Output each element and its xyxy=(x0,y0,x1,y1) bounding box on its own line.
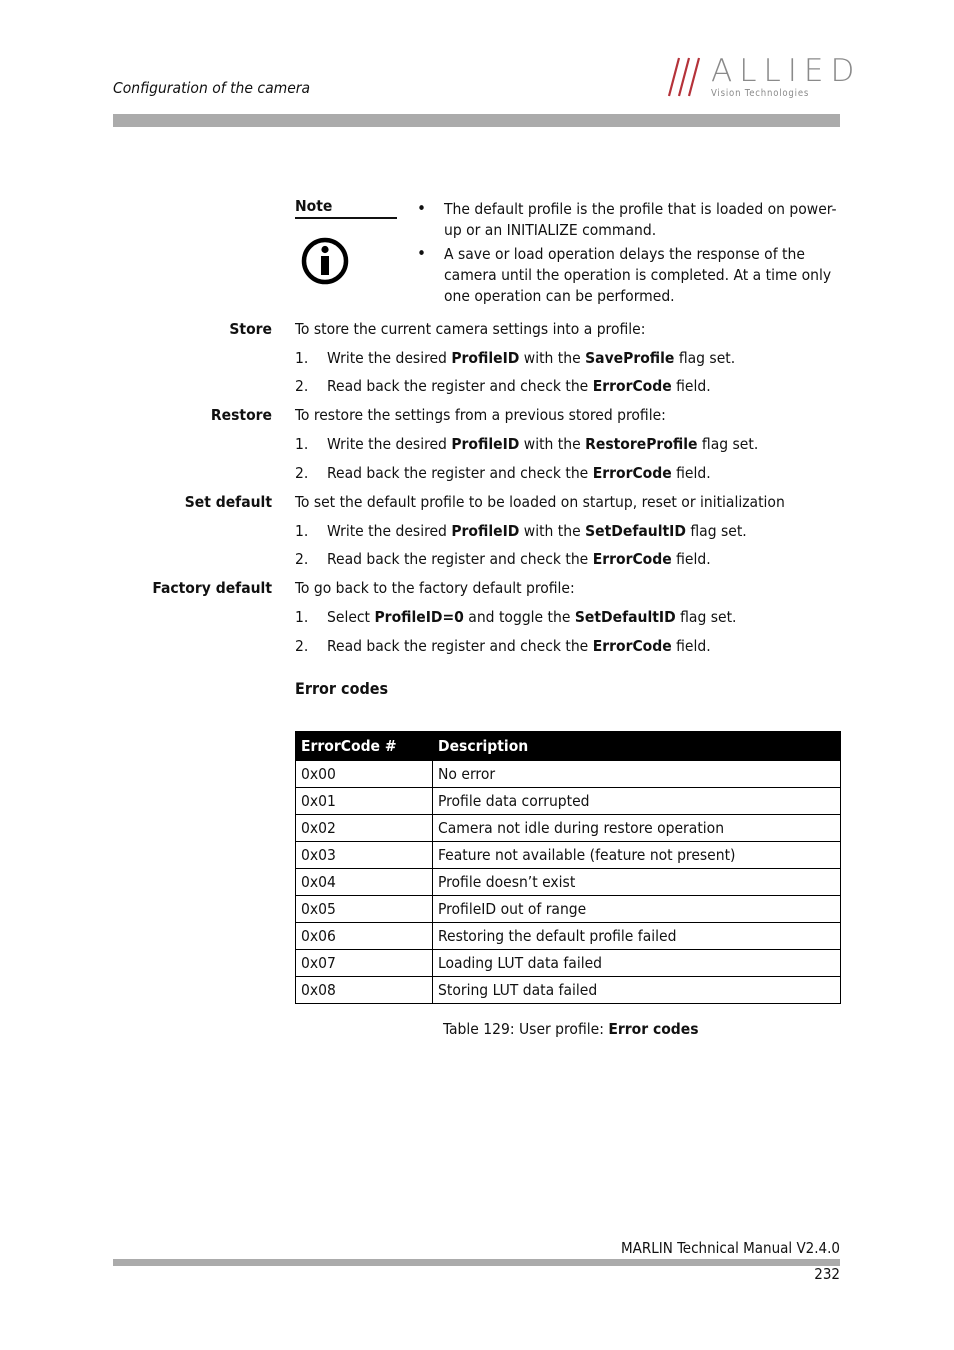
description-cell: Feature not available (feature not present) xyxy=(433,842,841,869)
table-row xyxy=(296,788,841,815)
description-cell: Loading LUT data failed xyxy=(433,950,841,977)
set-default-label: Set default xyxy=(184,493,272,511)
table-row xyxy=(296,977,841,1004)
store-step-2: 2. Read back the register and check the ErrorCode field. xyxy=(295,377,711,395)
table-caption: Table 129: User profile: Error codes xyxy=(443,1020,699,1038)
description-cell: Camera not idle during restore operation xyxy=(433,815,841,842)
store-intro: To store the current camera settings into a profile: xyxy=(295,320,646,338)
header-divider xyxy=(113,114,840,127)
error-code-cell: 0x04 xyxy=(296,869,433,896)
error-codes-heading: Error codes xyxy=(295,679,389,698)
table-header-row xyxy=(296,732,841,761)
allied-logo xyxy=(667,53,862,100)
restore-step-1: 1. Write the desired ProfileID with the RestoreProfile flag set. xyxy=(295,435,759,453)
note-bullet: • The default profile is the profile that is loaded on power-up or an INITIALIZE command. xyxy=(417,199,837,239)
bullet-icon: • xyxy=(417,244,427,264)
table-row xyxy=(296,815,841,842)
description-cell: No error xyxy=(433,761,841,788)
store-step-1: 1. Write the desired ProfileID with the SaveProfile flag set. xyxy=(295,349,736,367)
note-heading: Note xyxy=(295,197,397,219)
column-header-description: Description xyxy=(433,732,841,761)
set-default-step-1: 1. Write the desired ProfileID with the SetDefaultID flag set. xyxy=(295,522,747,540)
footer-manual-title: MARLIN Technical Manual V2.4.0 xyxy=(621,1239,840,1257)
error-code-cell: 0x06 xyxy=(296,923,433,950)
table-row xyxy=(296,842,841,869)
description-cell: Profile doesn’t exist xyxy=(433,869,841,896)
note-list xyxy=(414,199,844,310)
factory-default-step-2: 2. Read back the register and check the ErrorCode field. xyxy=(295,637,711,655)
error-code-cell: 0x02 xyxy=(296,815,433,842)
section-title: Configuration of the camera xyxy=(113,79,311,97)
description-cell: Storing LUT data failed xyxy=(433,977,841,1004)
page-number: 232 xyxy=(814,1265,840,1283)
description-cell: Profile data corrupted xyxy=(433,788,841,815)
note-bullet: • A save or load operation delays the response of the camera until the operation is completed. At a time only one operation can be performed. xyxy=(417,244,832,305)
factory-default-intro: To go back to the factory default profile: xyxy=(295,579,575,597)
logo-slashes-icon xyxy=(667,54,711,100)
store-label: Store xyxy=(229,320,272,338)
error-code-cell: 0x05 xyxy=(296,896,433,923)
factory-default-step-1: 1. Select ProfileID=0 and toggle the SetDefaultID flag set. xyxy=(295,608,737,626)
error-code-cell: 0x01 xyxy=(296,788,433,815)
logo-wordmark: ALLIED xyxy=(711,53,862,89)
factory-default-label: Factory default xyxy=(152,579,272,597)
info-icon xyxy=(300,236,350,286)
table-row xyxy=(296,923,841,950)
logo-subtext: Vision Technologies xyxy=(711,88,810,99)
restore-step-2: 2. Read back the register and check the ErrorCode field. xyxy=(295,464,711,482)
error-code-cell: 0x08 xyxy=(296,977,433,1004)
description-cell: Restoring the default profile failed xyxy=(433,923,841,950)
table-row xyxy=(296,761,841,788)
error-codes-table xyxy=(295,731,841,1004)
set-default-intro: To set the default profile to be loaded on startup, reset or initialization xyxy=(295,493,785,511)
restore-label: Restore xyxy=(210,406,272,424)
table-row xyxy=(296,950,841,977)
error-code-cell: 0x00 xyxy=(296,761,433,788)
footer-divider xyxy=(113,1259,840,1266)
error-code-cell: 0x07 xyxy=(296,950,433,977)
set-default-step-2: 2. Read back the register and check the ErrorCode field. xyxy=(295,550,711,568)
error-code-cell: 0x03 xyxy=(296,842,433,869)
restore-intro: To restore the settings from a previous stored profile: xyxy=(295,406,666,424)
table-row xyxy=(296,869,841,896)
table-row xyxy=(296,896,841,923)
column-header-errorcode: ErrorCode # xyxy=(296,732,433,761)
description-cell: ProfileID out of range xyxy=(433,896,841,923)
bullet-icon: • xyxy=(417,199,427,219)
